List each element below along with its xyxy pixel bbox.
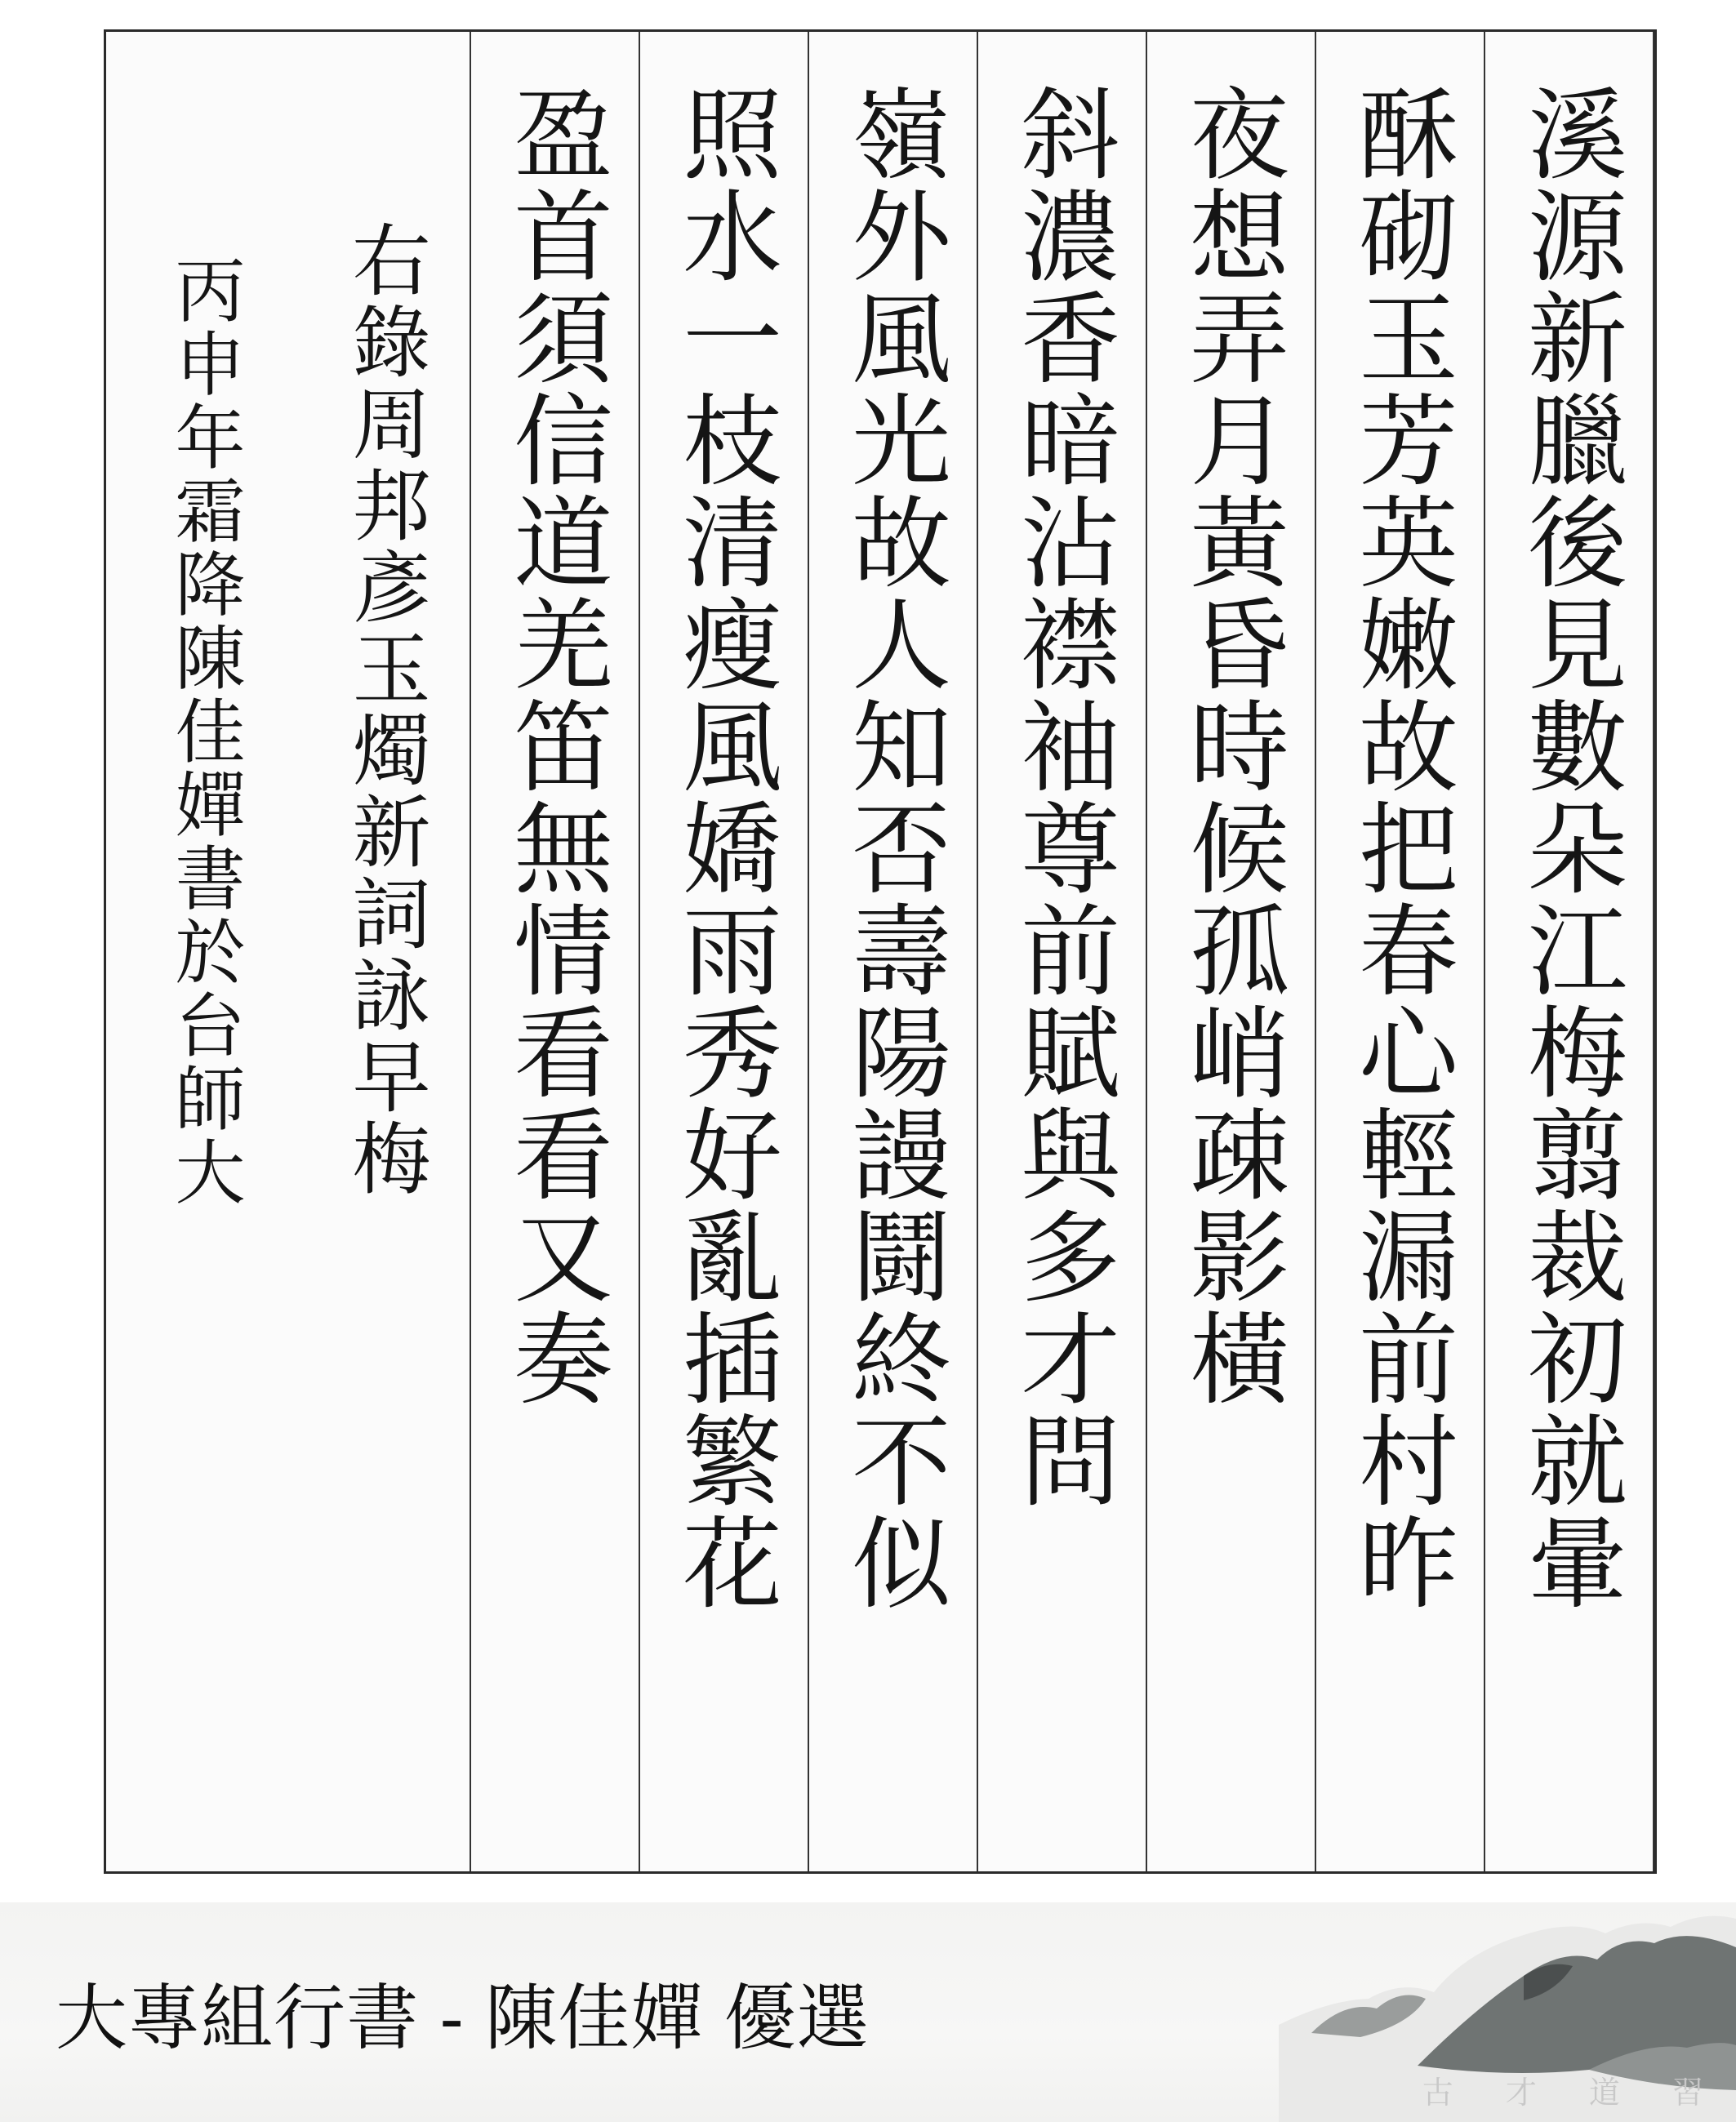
poem-column-3	[1147, 32, 1316, 1871]
poem-line: 酥砌玉芳英嫩故把春心輕漏前村昨	[1342, 82, 1458, 1613]
poem-line: 斜濃香暗沾襟袖尊前賦與多才問	[1004, 82, 1120, 1511]
poem-line: 嶺外風光故人知否壽陽謾鬪終不似	[835, 82, 951, 1613]
poem-line: 夜想弄月黃昏時候孤峭疎影橫	[1173, 82, 1289, 1409]
award-caption: 大專組行書 - 陳佳嬋 優選	[56, 1977, 870, 2058]
poem-column-2	[1316, 32, 1485, 1871]
poem-column-4	[978, 32, 1147, 1871]
signature-text: 丙申年霜降陳佳嬋書於台師大	[162, 254, 245, 1209]
signature-column	[106, 32, 301, 1871]
caption-banner	[0, 1902, 1736, 2122]
calligraphy-sheet	[104, 29, 1657, 1874]
attribution-column	[301, 32, 471, 1871]
poem-column-6	[640, 32, 809, 1871]
poem-line: 溪源新臘後見數朵江梅翦裁初就暈	[1511, 82, 1627, 1613]
poem-column-1	[1485, 32, 1654, 1871]
attribution-text: 右錄周邦彥玉燭新詞詠早梅	[340, 220, 431, 1199]
poem-column-7	[471, 32, 640, 1871]
poem-column-5	[809, 32, 978, 1871]
poem-line: 盈首須信道羌笛無情看看又奏	[496, 82, 613, 1409]
watermark-text: 古 才 道 習	[1422, 2075, 1725, 2111]
poem-line: 照水一枝清瘦風嬌雨秀好亂插繁花	[665, 82, 782, 1613]
